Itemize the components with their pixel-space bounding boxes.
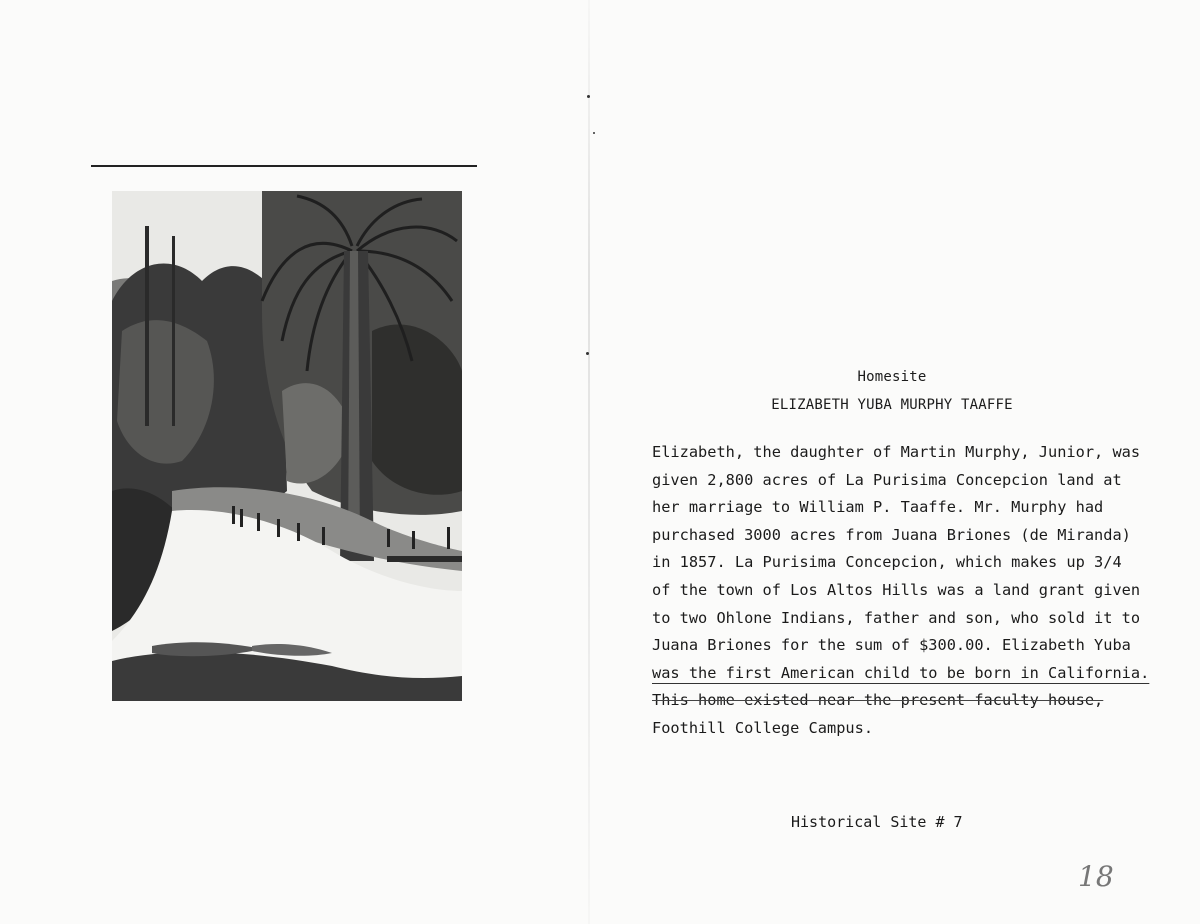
body-line: Elizabeth, the daughter of Martin Murphy, Junior, was: [652, 443, 1141, 461]
site-photograph: [112, 191, 462, 701]
body-line: given 2,800 acres of La Purisima Concepcion land at: [652, 470, 1122, 489]
photo-thin-tree: [172, 236, 175, 426]
historical-site-label: Historical Site # 7: [791, 813, 963, 831]
body-line: of the town of Los Altos Hills was a land grant given: [652, 580, 1141, 599]
photo-top-rule: [91, 165, 477, 167]
body-line-struck: This home existed near the present faculty house,: [652, 691, 1104, 710]
body-line: Foothill College Campus.: [652, 718, 874, 737]
scan-speck: [586, 352, 589, 355]
photo-right-shadow: [372, 325, 462, 495]
photo-bench: [387, 556, 462, 562]
photo-thin-tree: [145, 226, 149, 426]
body-line: to two Ohlone Indians, father and son, who sold it to: [652, 608, 1141, 627]
body-line: purchased 3000 acres from Juana Briones (de Miranda): [652, 525, 1131, 544]
body-line: Juana Briones for the sum of $300.00. Elizabeth Yuba: [652, 636, 1131, 655]
center-fold: [588, 0, 590, 924]
body-line: her marriage to William P. Taaffe. Mr. Murphy had: [652, 498, 1104, 517]
photo-trunk-highlight: [348, 251, 360, 551]
body-line: in 1857. La Purisima Concepcion, which makes up 3/4: [652, 553, 1122, 572]
scan-speck: [593, 132, 595, 134]
photo-drawing: [112, 191, 462, 701]
heading-name: ELIZABETH YUBA MURPHY TAAFFE: [771, 397, 1013, 413]
scan-speck: [587, 95, 590, 98]
body-paragraph: [652, 439, 1162, 743]
handwritten-page-number: 18: [1078, 860, 1114, 893]
heading-homesite: Homesite: [857, 369, 927, 385]
body-line-underlined: was the first American child to be born in California.: [652, 663, 1150, 682]
